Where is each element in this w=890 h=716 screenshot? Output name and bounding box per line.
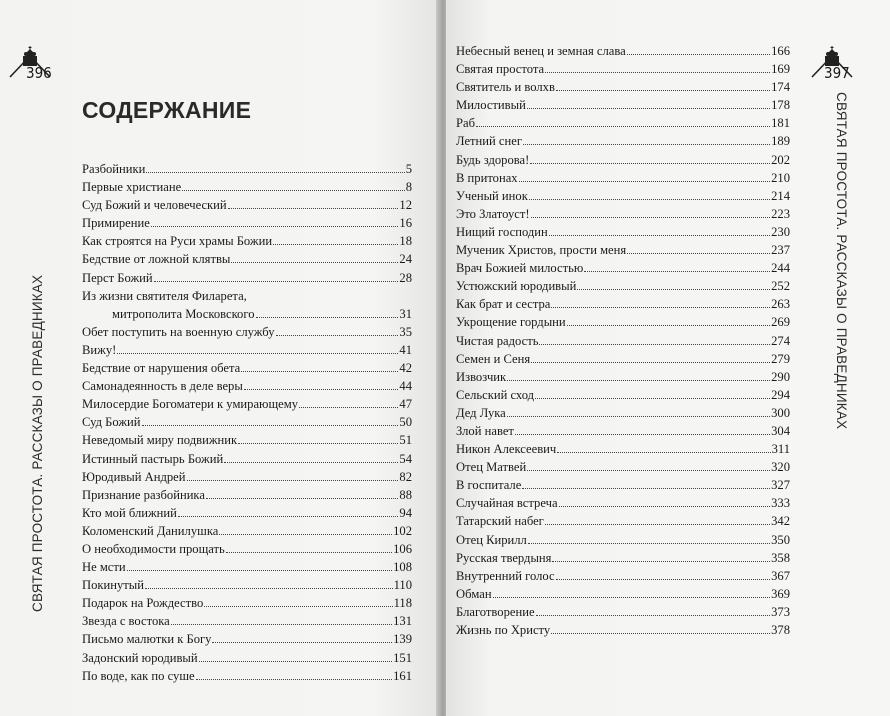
dot-leader [507,416,770,417]
dot-leader [556,90,770,91]
toc-entry [456,187,790,205]
toc-entry [456,223,790,241]
dot-leader [527,470,770,471]
toc-entry-page: 102 [393,523,412,538]
toc-entry-page: 118 [393,596,412,611]
dot-leader [146,172,404,173]
toc-entry-title: Злой навет [456,423,514,438]
dot-leader [552,561,770,562]
toc-entry [82,377,412,395]
toc-entry-title: Отец Кирилл [456,532,527,547]
dot-leader [117,353,398,354]
toc-entry-title: Из жизни святителя Филарета, [82,288,247,303]
toc-entry [82,630,412,648]
toc-entry-page: 47 [399,397,412,412]
toc-entry-title: Милостивый [456,98,526,113]
dot-leader [187,480,399,481]
toc-entry-page: 44 [399,379,412,394]
toc-entry-title: Не мсти [82,560,126,575]
toc-entry-page: 252 [771,279,790,294]
toc-entry-page: 373 [771,604,790,619]
toc-entry-title: Татарский набег [456,514,544,529]
toc-entry-title: Благотворение [456,604,535,619]
dot-leader [182,190,404,191]
toc-entry-title: Святая простота [456,62,545,77]
toc-entry-title: Никон Алексеевич [456,442,557,457]
dot-leader [515,434,770,435]
dot-leader [154,281,399,282]
toc-entry-title-continuation: митрополита Московского [112,306,255,321]
toc-entry-title: Примирение [82,216,150,231]
toc-entry-page: 51 [399,433,412,448]
toc-entry-page: 110 [393,578,412,593]
toc-entry [456,368,790,386]
toc-entry-title: По воде, как по суше [82,668,195,683]
dot-leader [212,642,392,643]
toc-entry [82,486,412,504]
toc-entry [82,323,412,341]
dot-leader [527,108,770,109]
dot-leader [529,199,770,200]
toc-entry-page: 189 [771,134,790,149]
toc-entry-page: 304 [771,423,790,438]
dot-leader [226,552,392,553]
toc-entry-page: 8 [405,180,412,195]
toc-entry-page: 230 [771,224,790,239]
dot-leader [627,54,770,55]
toc-entry-title: Звезда с востока [82,614,170,629]
dot-leader [244,389,399,390]
toc-list-right [456,42,790,639]
toc-entry-page: 342 [771,514,790,529]
page-number: 396 [26,64,52,82]
toc-entry [456,404,790,422]
toc-entry-page: 35 [399,324,412,339]
toc-entry [456,241,790,259]
dot-leader [127,570,392,571]
dot-leader [551,307,770,308]
toc-entry-page: 237 [771,243,790,258]
dot-leader [196,679,393,680]
toc-entry-title: Как строятся на Руси храмы Божии [82,234,273,249]
toc-entry-page: 28 [399,270,412,285]
dot-leader [256,317,399,318]
dot-leader [299,407,398,408]
toc-entry [82,232,412,250]
dot-leader [577,289,770,290]
toc-entry [82,468,412,486]
toc-entry-title: Разбойники [82,162,146,176]
toc-entry-title: Случайная встреча [456,496,558,511]
toc-entry [456,350,790,368]
toc-entry-title: Обман [456,586,492,601]
dot-leader [151,226,399,227]
toc-entry [456,114,790,132]
toc-entry [82,540,412,558]
toc-entry-title: Самонадеянность в деле веры [82,379,243,394]
dot-leader [273,244,398,245]
toc-entry-page: 54 [399,451,412,466]
toc-entry-page: 223 [771,206,790,221]
toc-entry [82,341,412,359]
toc-entry-title: Чистая радость [456,333,539,348]
dot-leader [178,516,399,517]
toc-entry [82,649,412,667]
dot-leader [556,579,771,580]
dot-leader [531,362,770,363]
toc-entry [82,269,412,287]
toc-entry-title: Милосердие Богоматери к умирающему [82,397,298,412]
toc-entry-title: Отец Матвей [456,460,527,475]
toc-entry-page: 88 [399,487,412,502]
toc-entry [82,196,412,214]
toc-entry-page: 139 [393,632,412,647]
toc-entry-page: 214 [771,188,790,203]
toc-entry-title: Неведомый миру подвижник [82,433,238,448]
toc-entry-title: Святитель и волхв [456,80,555,95]
toc-entry-page: 181 [771,116,790,131]
toc-entry-page: 263 [771,297,790,312]
toc-entry-page: 131 [393,614,412,629]
dot-leader [545,524,770,525]
toc-entry-page: 174 [771,80,790,95]
toc-entry-title: Первые христиане [82,180,182,195]
toc-entry-title: Бедствие от ложной клятвы [82,252,231,267]
toc-entry-page: 169 [771,62,790,77]
right-page [446,0,890,716]
toc-entry [82,250,412,268]
dot-leader [493,597,771,598]
toc-entry-title: Юродивый Андрей [82,469,186,484]
toc-entry [456,585,790,603]
toc-entry-title: Суд Божий [82,415,141,430]
toc-entry [456,132,790,150]
toc-entry [456,621,790,639]
dot-leader [535,398,770,399]
dot-leader [567,325,770,326]
toc-entry-page: 358 [771,550,790,565]
toc-entry [82,522,412,540]
dot-leader [238,443,398,444]
toc-entry [456,259,790,277]
toc-entry-page: 24 [399,252,412,267]
dot-leader [204,606,392,607]
toc-entry-page: 178 [771,98,790,113]
dot-leader [522,488,770,489]
toc-entry-page: 151 [393,650,412,665]
toc-entry [456,151,790,169]
dot-leader [551,633,770,634]
toc-entry-page: 274 [771,333,790,348]
toc-entry [456,567,790,585]
page-number: 397 [824,64,850,82]
toc-entry [82,504,412,522]
toc-entry-page: 31 [399,306,412,321]
toc-entry [456,422,790,440]
toc-entry [456,313,790,331]
page-title: СОДЕРЖАНИЕ [82,97,252,123]
toc-entry-page: 5 [405,162,412,176]
toc-entry [456,332,790,350]
toc-entry-page: 320 [771,460,790,475]
toc-entry-title: Укрощение гордыни [456,315,566,330]
toc-entry-title: Сельский сход [456,387,535,402]
toc-entry [456,386,790,404]
toc-entry-page: 378 [771,623,790,637]
dot-leader [219,534,392,535]
toc-entry-page: 210 [771,170,790,185]
toc-entry-page: 94 [399,505,412,520]
toc-entry [456,476,790,494]
toc-entry [456,78,790,96]
toc-entry [82,359,412,377]
dot-leader [530,163,770,164]
toc-entry-title: Коломенский Данилушка [82,523,219,538]
toc-entry-page: 18 [399,234,412,249]
dot-leader [142,425,399,426]
dot-leader [171,624,392,625]
dot-leader [206,498,398,499]
toc-entry-title: Перст Божий [82,270,153,285]
toc-entry [82,287,412,323]
toc-entry-page: 367 [771,568,790,583]
toc-entry-title: Суд Божий и человеческий [82,198,227,213]
toc-entry-title: Внутренний голос [456,568,555,583]
toc-entry-title: Бедствие от нарушения обета [82,361,241,376]
toc-entry-title: Вижу! [82,342,117,357]
toc-entry-page: 333 [771,496,790,511]
running-head: СВЯТАЯ ПРОСТОТА. РАССКАЗЫ О ПРАВЕДНИКАХ [834,92,849,430]
toc-entry-page: 42 [399,361,412,376]
toc-entry-title: Русская твердыня [456,550,552,565]
toc-entry-title: Признание разбойника [82,487,205,502]
toc-entry-title: Будь здорова! [456,152,530,167]
dot-leader [545,72,770,73]
toc-entry-page: 300 [771,405,790,420]
toc-entry [456,96,790,114]
toc-entry-page: 294 [771,387,790,402]
toc-entry-title: Истинный пастырь Божий [82,451,224,466]
dot-leader [224,462,398,463]
toc-entry-page: 269 [771,315,790,330]
toc-entry-page: 166 [771,44,790,58]
toc-entry-title: Небесный венец и земная слава [456,44,626,58]
toc-entry [456,169,790,187]
left-page [0,0,440,716]
toc-entry-page: 369 [771,586,790,601]
toc-entry [82,413,412,431]
toc-entry-page: 12 [399,198,412,213]
dot-leader [476,126,770,127]
dot-leader [231,262,398,263]
toc-entry [456,549,790,567]
toc-entry-title: Дед Лука [456,405,506,420]
toc-entry [456,603,790,621]
toc-entry-title: В госпитале [456,478,522,493]
toc-entry-title: Устюжский юродивый [456,279,577,294]
toc-list-left [82,160,412,685]
toc-entry-page: 244 [771,261,790,276]
toc-entry-title: Мученик Христов, прости меня [456,243,627,258]
toc-entry-title: Это Златоуст! [456,206,530,221]
toc-entry [456,512,790,530]
toc-entry [456,295,790,313]
toc-entry [82,612,412,630]
toc-entry-page: 82 [399,469,412,484]
dot-leader [228,208,399,209]
toc-entry [82,431,412,449]
toc-entry [82,178,412,196]
toc-entry-page: 350 [771,532,790,547]
dot-leader [199,661,392,662]
toc-entry [82,214,412,232]
toc-entry [456,42,790,60]
toc-entry [82,558,412,576]
toc-entry-page: 327 [771,478,790,493]
toc-entry-page: 202 [771,152,790,167]
toc-entry-title: Подарок на Рождество [82,596,204,611]
toc-entry [456,205,790,223]
dot-leader [531,217,771,218]
toc-entry [456,60,790,78]
toc-entry-title: Раб [456,116,476,131]
toc-entry-title: Семен и Сеня [456,351,531,366]
toc-entry-title: Нищий господин [456,224,548,239]
toc-entry [456,440,790,458]
dot-leader [584,271,770,272]
dot-leader [145,588,393,589]
dot-leader [241,371,398,372]
running-head: СВЯТАЯ ПРОСТОТА. РАССКАЗЫ О ПРАВЕДНИКАХ [30,274,45,612]
toc-entry-title: Как брат и сестра [456,297,551,312]
dot-leader [559,506,771,507]
toc-entry [456,277,790,295]
toc-entry [82,450,412,468]
toc-entry [82,576,412,594]
dot-leader [523,144,770,145]
toc-entry [82,160,412,178]
dot-leader [627,253,770,254]
toc-entry-page: 50 [399,415,412,430]
toc-entry [456,494,790,512]
toc-entry-page: 290 [771,369,790,384]
toc-entry-title: Врач Божией милостью [456,261,584,276]
toc-entry-title: Извозчик [456,369,507,384]
toc-entry-title: Летний снег [456,134,523,149]
toc-entry-page: 41 [399,342,412,357]
dot-leader [539,344,770,345]
toc-entry [456,458,790,476]
toc-entry-title: Кто мой ближний [82,505,177,520]
dot-leader [519,181,771,182]
toc-entry [82,594,412,612]
toc-entry-page: 16 [399,216,412,231]
toc-entry [456,531,790,549]
dot-leader [536,615,771,616]
toc-entry-page: 108 [393,560,412,575]
toc-entry [82,667,412,685]
toc-entry-page: 279 [771,351,790,366]
toc-entry-title: Письмо малютки к Богу [82,632,212,647]
toc-entry-page: 311 [771,442,790,457]
toc-entry-title: О необходимости прощать [82,541,225,556]
dot-leader [507,380,770,381]
toc-entry-page: 161 [393,668,412,683]
dot-leader [528,543,770,544]
dot-leader [276,335,399,336]
toc-entry-title: Обет поступить на военную службу [82,324,275,339]
toc-entry [82,395,412,413]
dot-leader [549,235,770,236]
toc-entry-title: В притонах [456,170,518,185]
toc-entry-title: Покинутый [82,578,144,593]
dot-leader [557,452,770,453]
toc-entry-title: Жизнь по Христу [456,623,551,637]
toc-entry-title: Ученый инок [456,188,528,203]
toc-entry-page: 106 [393,541,412,556]
toc-entry-title: Задонский юродивый [82,650,198,665]
